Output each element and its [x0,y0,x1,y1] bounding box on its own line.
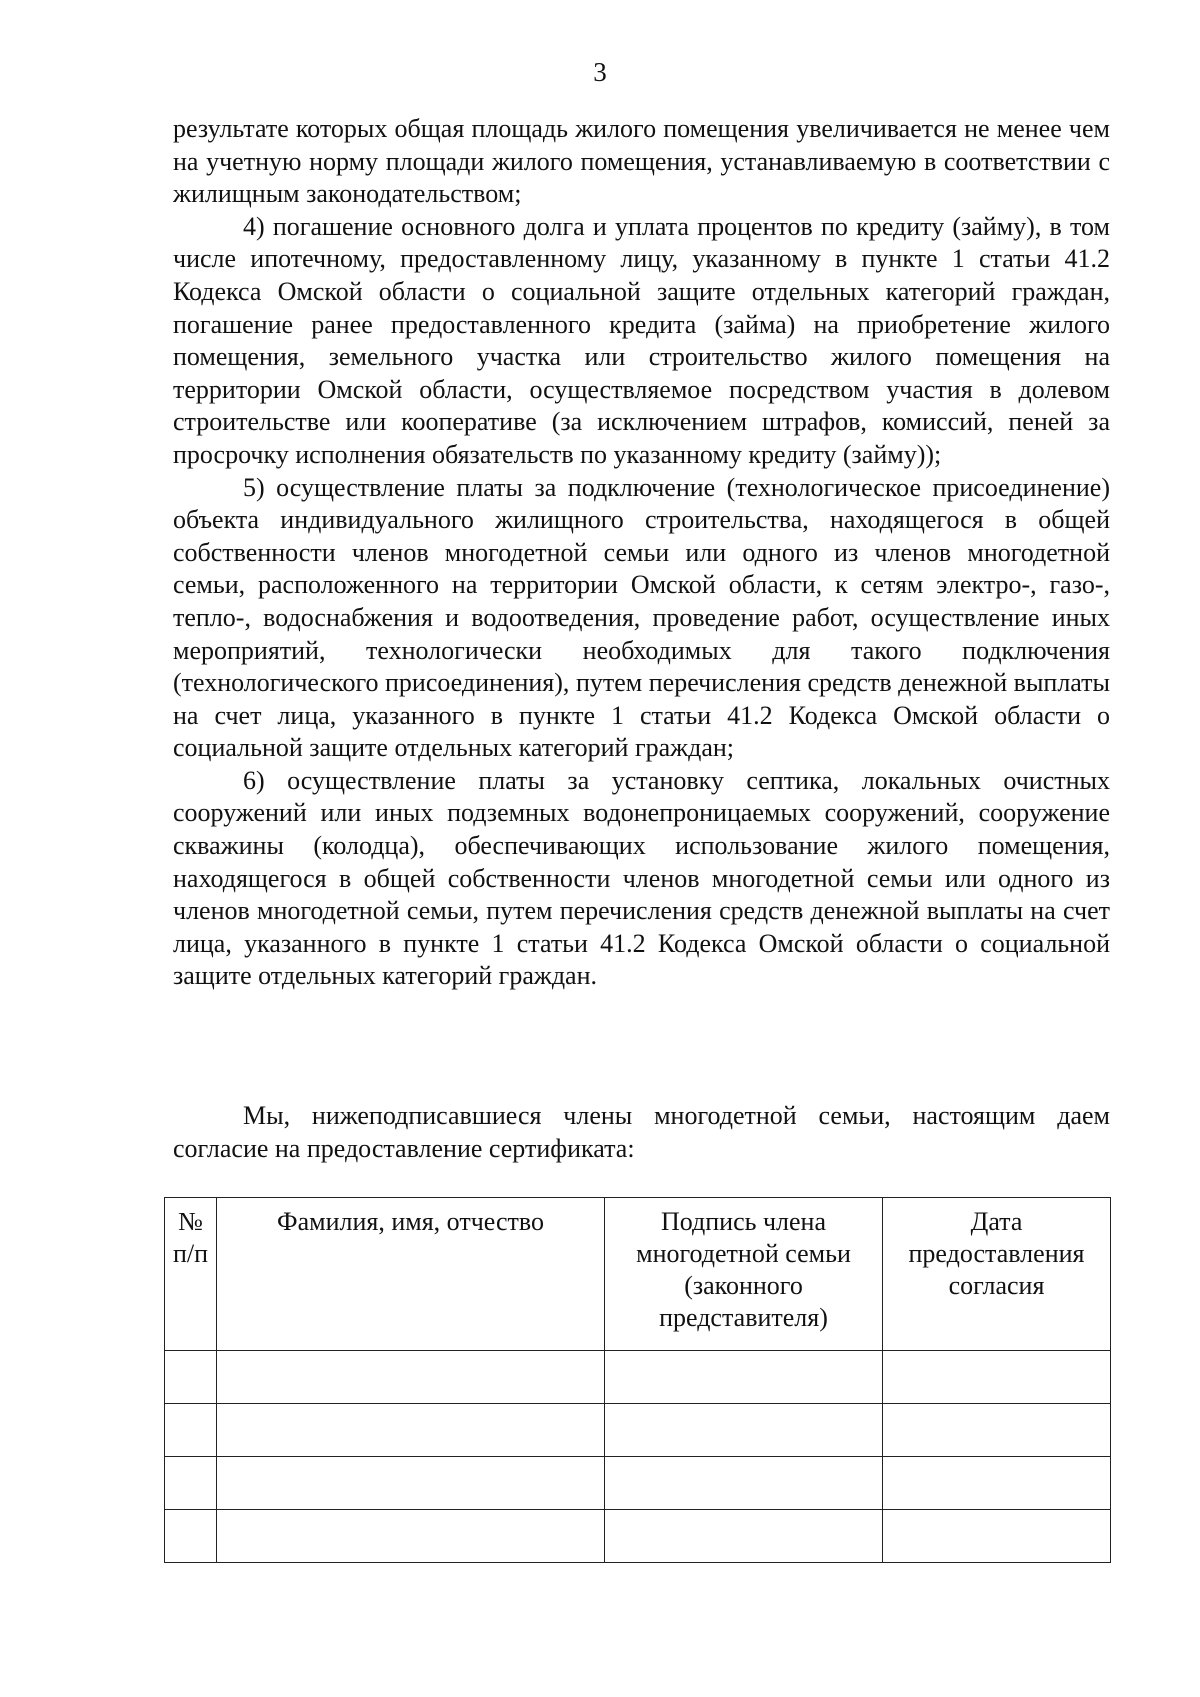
cell-number [165,1404,217,1457]
table-row [165,1510,1111,1563]
header-consent-date: Дата предоставления согласия [883,1198,1111,1351]
paragraph-item-4: 4) погашение основного долга и уплата процентов по кредиту (займу), в том числе ипотечному, предоставленному лицу, указанному в пункте 1 статьи 41.2 Кодекса Омской области о социальной защите отдельных категорий граждан, погашение ранее предоставленного кредита (займа) на приобретение жилого помещения, земельного участка или строительство жилого помещения на территории Омской области, осуществляемое посредством участия в долевом строительстве или кооперативе (за исключением штрафов, комиссий, пеней за просрочку исполнения обязательств по указанному кредиту (займу)); [173,211,1110,469]
document-body [173,113,1110,993]
cell-consent-date [883,1404,1111,1457]
cell-consent-date [883,1510,1111,1563]
cell-consent-date [883,1351,1111,1404]
table-header-row [165,1198,1111,1351]
page-number: 3 [593,57,607,87]
cell-signature [605,1510,883,1563]
paragraph-item-6: 6) осуществление платы за установку септика, локальных очистных сооружений или иных подземных водонепроницаемых сооружений, сооружение скважины (колодца), обеспечивающих использование жилого помещения, находящегося в общей собственности членов многодетной семьи или одного из членов многодетной семьи, путем перечисления средств денежной выплаты на счет лица, указанного в пункте 1 статьи 41.2 Кодекса Омской области о социальной защите отдельных категорий граждан. [173,765,1110,991]
header-full-name: Фамилия, имя, отчество [217,1198,605,1351]
cell-signature [605,1457,883,1510]
cell-full-name [217,1404,605,1457]
table-row [165,1457,1111,1510]
cell-number [165,1457,217,1510]
paragraph-item-5: 5) осуществление платы за подключение (технологическое присоединение) объекта индивидуального жилищного строительства, находящегося в общей собственности членов многодетной семьи или одного из членов многодетной семьи, расположенного на территории Омской области, к сетям электро-, газо-, тепло-, водоснабжения и водоотведения, проведение работ, осуществление иных мероприятий, технологически необходимых для такого подключения (технологического присоединения), путем перечисления средств денежной выплаты на счет лица, указанного в пункте 1 статьи 41.2 Кодекса Омской области о социальной защите отдельных категорий граждан; [173,472,1110,763]
cell-consent-date [883,1457,1111,1510]
cell-number [165,1351,217,1404]
consent-statement: Мы, нижеподписавшиеся члены многодетной семьи, настоящим даем согласие на предоставление сертификата: [173,1101,1110,1163]
table-row [165,1404,1111,1457]
table-row [165,1351,1111,1404]
consent-section [173,1100,1110,1165]
paragraph-continuation: результате которых общая площадь жилого помещения увеличивается не менее чем на учетную норму площади жилого помещения, устанавливаемую в соответствии с жилищным законодательством; [173,114,1110,209]
cell-full-name [217,1510,605,1563]
cell-full-name [217,1351,605,1404]
cell-signature [605,1404,883,1457]
header-number: № п/п [165,1198,217,1351]
header-signature: Подпись члена многодетной семьи (законного представителя) [605,1198,883,1351]
cell-signature [605,1351,883,1404]
cell-full-name [217,1457,605,1510]
cell-number [165,1510,217,1563]
consent-table [164,1197,1111,1563]
